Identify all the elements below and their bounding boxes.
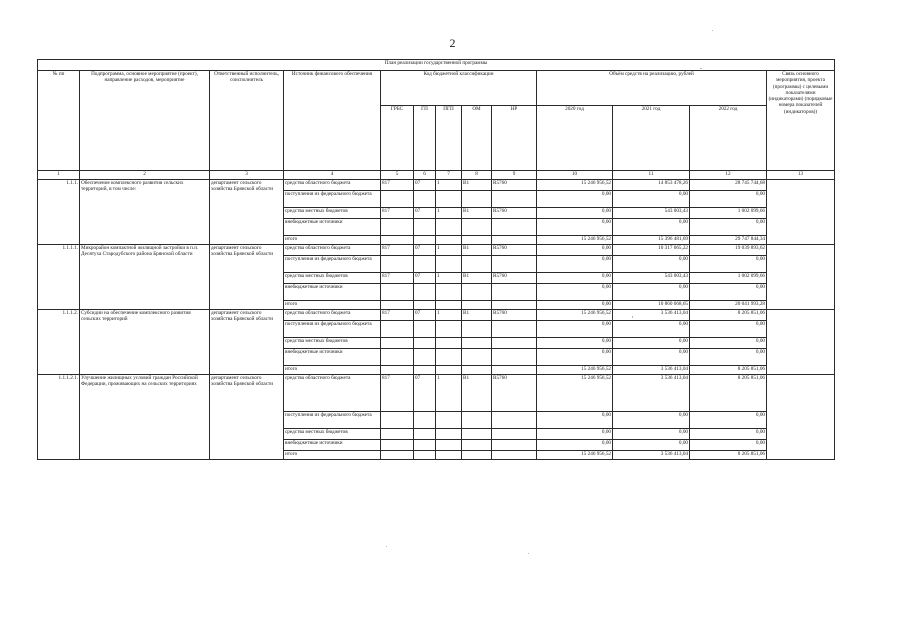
amount-2021: 3 536 413,04: [613, 451, 690, 460]
code-np: [492, 191, 537, 208]
code-om: [462, 284, 492, 301]
funding-source: средства областного бюджета: [284, 180, 381, 191]
code-np: [492, 451, 537, 460]
code-gp: [414, 338, 436, 349]
code-np: [492, 440, 537, 451]
code-pgp: 1: [436, 310, 462, 321]
amount-2021: 0,00: [613, 284, 690, 301]
header-2022: 2022 год: [690, 106, 767, 171]
code-np: [492, 256, 537, 273]
code-pgp: [436, 366, 462, 375]
column-number: 9: [492, 171, 537, 180]
amount-2022: 1 002 099,66: [690, 273, 767, 284]
program-name: Микрорайон компактной жилищной застройки в п.п. Десятуха Стародубского района Брянской области: [80, 245, 210, 310]
amount-2022: 8 205 851,06: [690, 310, 767, 321]
amount-2022: 0,00: [690, 440, 767, 451]
code-grbs: [381, 219, 414, 236]
program-name: Улучшение жилищных условий граждан Российской Федерации, проживающих на сельских территориях: [80, 375, 210, 460]
code-om: [462, 349, 492, 366]
code-gp: 07: [414, 180, 436, 191]
code-np: R5760: [492, 245, 537, 256]
column-number: 1: [38, 171, 80, 180]
code-grbs: [381, 366, 414, 375]
amount-2020: 0,00: [537, 284, 613, 301]
code-om: [462, 191, 492, 208]
header-volume: Объём средств на реализацию, рублей: [537, 71, 767, 106]
amount-2022: 0,00: [690, 191, 767, 208]
code-grbs: [381, 412, 414, 429]
executor: департамент сельского хозяйства Брянской области: [210, 375, 284, 460]
code-pgp: [436, 412, 462, 429]
code-grbs: [381, 301, 414, 310]
amount-2021: 14 853 478,26: [613, 180, 690, 191]
table-row: [38, 245, 835, 256]
code-gp: 07: [414, 245, 436, 256]
code-np: [492, 349, 537, 366]
executor: департамент сельского хозяйства Брянской области: [210, 180, 284, 245]
executor: департамент сельского хозяйства Брянской области: [210, 310, 284, 375]
column-number: 12: [690, 171, 767, 180]
header-num: № пп: [38, 71, 80, 171]
amount-2022: 0,00: [690, 321, 767, 338]
scan-speck: [386, 546, 387, 547]
code-np: [492, 284, 537, 301]
amount-2020: 0,00: [537, 245, 613, 256]
funding-source: внебюджетные источники: [284, 284, 381, 301]
code-pgp: 1: [436, 375, 462, 412]
header-grbs: ГРБС: [381, 106, 414, 171]
scan-speck: [712, 30, 713, 31]
amount-2022: 8 205 851,06: [690, 366, 767, 375]
funding-source: средства областного бюджета: [284, 375, 381, 412]
code-grbs: [381, 429, 414, 440]
header-source: Источник финансового обеспечения: [284, 71, 381, 171]
amount-2021: 0,00: [613, 338, 690, 349]
code-pgp: [436, 284, 462, 301]
code-gp: 07: [414, 273, 436, 284]
code-np: [492, 366, 537, 375]
code-grbs: [381, 451, 414, 460]
code-gp: 07: [414, 375, 436, 412]
amount-2022: 8 205 851,06: [690, 451, 767, 460]
column-number: 2: [80, 171, 210, 180]
code-pgp: 1: [436, 273, 462, 284]
funding-source: средства областного бюджета: [284, 310, 381, 321]
row-number: 1.1.1.2.: [38, 310, 80, 375]
amount-2021: 0,00: [613, 412, 690, 429]
code-pgp: [436, 349, 462, 366]
code-pgp: 1: [436, 245, 462, 256]
indicator-link: [767, 245, 835, 310]
funding-source: поступления из федерального бюджета: [284, 412, 381, 429]
code-grbs: 817: [381, 245, 414, 256]
code-pgp: [436, 440, 462, 451]
header-om: ОМ: [462, 106, 492, 171]
amount-2021: 10 317 065,22: [613, 245, 690, 256]
code-om: В1: [462, 245, 492, 256]
executor: департамент сельского хозяйства Брянской области: [210, 245, 284, 310]
amount-2021: 0,00: [613, 440, 690, 451]
amount-2022: 0,00: [690, 256, 767, 273]
code-grbs: [381, 256, 414, 273]
amount-2022: 0,00: [690, 349, 767, 366]
amount-2020: 0,00: [537, 208, 613, 219]
amount-2022: 0,00: [690, 338, 767, 349]
code-gp: [414, 256, 436, 273]
code-np: R5760: [492, 375, 537, 412]
code-gp: [414, 236, 436, 245]
amount-2020: 15 246 956,52: [537, 451, 613, 460]
code-om: [462, 412, 492, 429]
code-pgp: 1: [436, 208, 462, 219]
code-gp: [414, 301, 436, 310]
code-grbs: 817: [381, 310, 414, 321]
amount-2021: 543 003,43: [613, 273, 690, 284]
funding-source: средства местных бюджетов: [284, 429, 381, 440]
code-pgp: [436, 451, 462, 460]
amount-2022: 19 039 893,62: [690, 245, 767, 256]
column-number: 13: [767, 171, 835, 180]
amount-2021: 3 536 413,04: [613, 310, 690, 321]
amount-2020: 0,00: [537, 219, 613, 236]
amount-2022: 29 747 844,34: [690, 236, 767, 245]
header-program: Подпрограмма, основное мероприятие (проект), направление расходов, мероприятие: [80, 71, 210, 171]
code-gp: [414, 440, 436, 451]
amount-2020: 0,00: [537, 338, 613, 349]
code-om: [462, 321, 492, 338]
amount-2020: 15 246 956,52: [537, 236, 613, 245]
amount-2020: 0,00: [537, 412, 613, 429]
funding-source: внебюджетные источники: [284, 219, 381, 236]
amount-2022: 28 745 744,68: [690, 180, 767, 191]
code-grbs: 817: [381, 375, 414, 412]
amount-2021: 0,00: [613, 429, 690, 440]
header-gp: ГП: [414, 106, 436, 171]
code-grbs: [381, 284, 414, 301]
header-pgp: ПГП: [436, 106, 462, 171]
amount-2020: 15 246 956,52: [537, 180, 613, 191]
funding-source: средства областного бюджета: [284, 245, 381, 256]
table-row: [38, 180, 835, 191]
amount-2021: 15 396 481,69: [613, 236, 690, 245]
code-gp: [414, 349, 436, 366]
code-pgp: [436, 321, 462, 338]
column-number: 3: [210, 171, 284, 180]
code-pgp: [436, 338, 462, 349]
code-gp: 07: [414, 208, 436, 219]
code-om: В1: [462, 180, 492, 191]
code-pgp: [436, 191, 462, 208]
code-om: [462, 440, 492, 451]
code-om: [462, 451, 492, 460]
amount-2021: 0,00: [613, 349, 690, 366]
amount-2020: 0,00: [537, 440, 613, 451]
amount-2020: 0,00: [537, 256, 613, 273]
column-number: 4: [284, 171, 381, 180]
header-budget-code: Код бюджетной классификации: [381, 71, 537, 106]
code-gp: [414, 321, 436, 338]
code-np: [492, 236, 537, 245]
amount-2022: 0,00: [690, 429, 767, 440]
amount-2020: 0,00: [537, 321, 613, 338]
code-gp: [414, 219, 436, 236]
funding-source: внебюджетные источники: [284, 349, 381, 366]
code-grbs: 817: [381, 208, 414, 219]
amount-2020: 0,00: [537, 301, 613, 310]
amount-2021: 543 003,43: [613, 208, 690, 219]
program-name: Субсидии на обеспечение комплексного развития сельских территорий: [80, 310, 210, 375]
code-om: [462, 366, 492, 375]
amount-2022: 0,00: [690, 412, 767, 429]
funding-source: поступления из федерального бюджета: [284, 321, 381, 338]
code-np: R5760: [492, 310, 537, 321]
funding-source: средства местных бюджетов: [284, 273, 381, 284]
code-pgp: [436, 256, 462, 273]
table-row: [38, 310, 835, 321]
page-number: 2: [449, 36, 456, 50]
header-2020: 2020 год: [537, 106, 613, 171]
code-np: R5760: [492, 180, 537, 191]
amount-2020: 0,00: [537, 273, 613, 284]
amount-2021: 10 860 068,65: [613, 301, 690, 310]
funding-source: итого: [284, 451, 381, 460]
code-np: [492, 429, 537, 440]
code-np: [492, 338, 537, 349]
column-numbers-row: [38, 171, 835, 180]
code-om: В1: [462, 273, 492, 284]
amount-2021: 0,00: [613, 256, 690, 273]
amount-2021: 3 536 413,04: [613, 375, 690, 412]
code-gp: [414, 191, 436, 208]
funding-source: средства местных бюджетов: [284, 338, 381, 349]
code-np: R5760: [492, 273, 537, 284]
code-gp: 07: [414, 310, 436, 321]
column-number: 5: [381, 171, 414, 180]
amount-2021: 0,00: [613, 191, 690, 208]
amount-2020: 0,00: [537, 191, 613, 208]
code-gp: [414, 451, 436, 460]
scan-speck: [528, 553, 529, 554]
amount-2022: 1 002 099,66: [690, 208, 767, 219]
code-gp: [414, 429, 436, 440]
amount-2020: 15 246 956,52: [537, 375, 613, 412]
indicator-link: [767, 375, 835, 460]
code-gp: [414, 366, 436, 375]
header-np: НР: [492, 106, 537, 171]
code-np: R5760: [492, 208, 537, 219]
code-gp: [414, 284, 436, 301]
funding-source: итого: [284, 301, 381, 310]
plan-table: [37, 59, 835, 460]
header-executor: Ответственный исполнитель, соисполнитель: [210, 71, 284, 171]
column-number: 10: [537, 171, 613, 180]
funding-source: поступления из федерального бюджета: [284, 256, 381, 273]
code-pgp: [436, 301, 462, 310]
code-om: В1: [462, 208, 492, 219]
code-np: [492, 412, 537, 429]
code-np: [492, 219, 537, 236]
column-number: 8: [462, 171, 492, 180]
amount-2021: 3 536 413,04: [613, 366, 690, 375]
row-number: 1.1.1.1.: [38, 245, 80, 310]
code-grbs: 817: [381, 180, 414, 191]
code-grbs: [381, 349, 414, 366]
header-2021: 2021 год: [613, 106, 690, 171]
code-om: [462, 301, 492, 310]
amount-2020: 15 246 956,52: [537, 310, 613, 321]
code-om: В1: [462, 375, 492, 412]
code-grbs: 817: [381, 273, 414, 284]
code-grbs: [381, 321, 414, 338]
indicator-link: [767, 310, 835, 375]
row-number: 1.1.1.: [38, 180, 80, 245]
code-om: В1: [462, 310, 492, 321]
code-np: [492, 321, 537, 338]
code-om: [462, 256, 492, 273]
scan-speck: [632, 316, 633, 318]
amount-2021: 0,00: [613, 321, 690, 338]
code-om: [462, 219, 492, 236]
code-grbs: [381, 236, 414, 245]
code-om: [462, 429, 492, 440]
code-pgp: [436, 429, 462, 440]
code-np: [492, 301, 537, 310]
column-number: 6: [414, 171, 436, 180]
table-title: План реализации государственной программы: [38, 60, 835, 71]
row-number: 1.1.1.2.1.: [38, 375, 80, 460]
amount-2022: 20 041 993,28: [690, 301, 767, 310]
code-pgp: 1: [436, 180, 462, 191]
funding-source: поступления из федерального бюджета: [284, 191, 381, 208]
column-number: 11: [613, 171, 690, 180]
indicator-link: [767, 180, 835, 245]
code-pgp: [436, 219, 462, 236]
amount-2022: 0,00: [690, 219, 767, 236]
program-name: Обеспечение комплексного развития сельских территорий, в том числе:: [80, 180, 210, 245]
code-pgp: [436, 236, 462, 245]
code-gp: [414, 412, 436, 429]
funding-source: средства местных бюджетов: [284, 208, 381, 219]
amount-2022: 8 205 851,06: [690, 375, 767, 412]
code-grbs: [381, 338, 414, 349]
code-om: [462, 236, 492, 245]
amount-2020: 0,00: [537, 349, 613, 366]
amount-2022: 0,00: [690, 284, 767, 301]
code-grbs: [381, 191, 414, 208]
funding-source: итого: [284, 366, 381, 375]
funding-source: итого: [284, 236, 381, 245]
amount-2020: 15 246 956,52: [537, 366, 613, 375]
scan-speck: [700, 68, 702, 69]
column-number: 7: [436, 171, 462, 180]
code-grbs: [381, 440, 414, 451]
amount-2020: 0,00: [537, 429, 613, 440]
code-om: [462, 338, 492, 349]
amount-2021: 0,00: [613, 219, 690, 236]
funding-source: внебюджетные источники: [284, 440, 381, 451]
table-row: [38, 375, 835, 412]
header-link: Связь основного мероприятия, проекта (программы) с целевыми показателями (индикаторами) (порядковые номера показателей (индикаторов)): [767, 71, 835, 171]
